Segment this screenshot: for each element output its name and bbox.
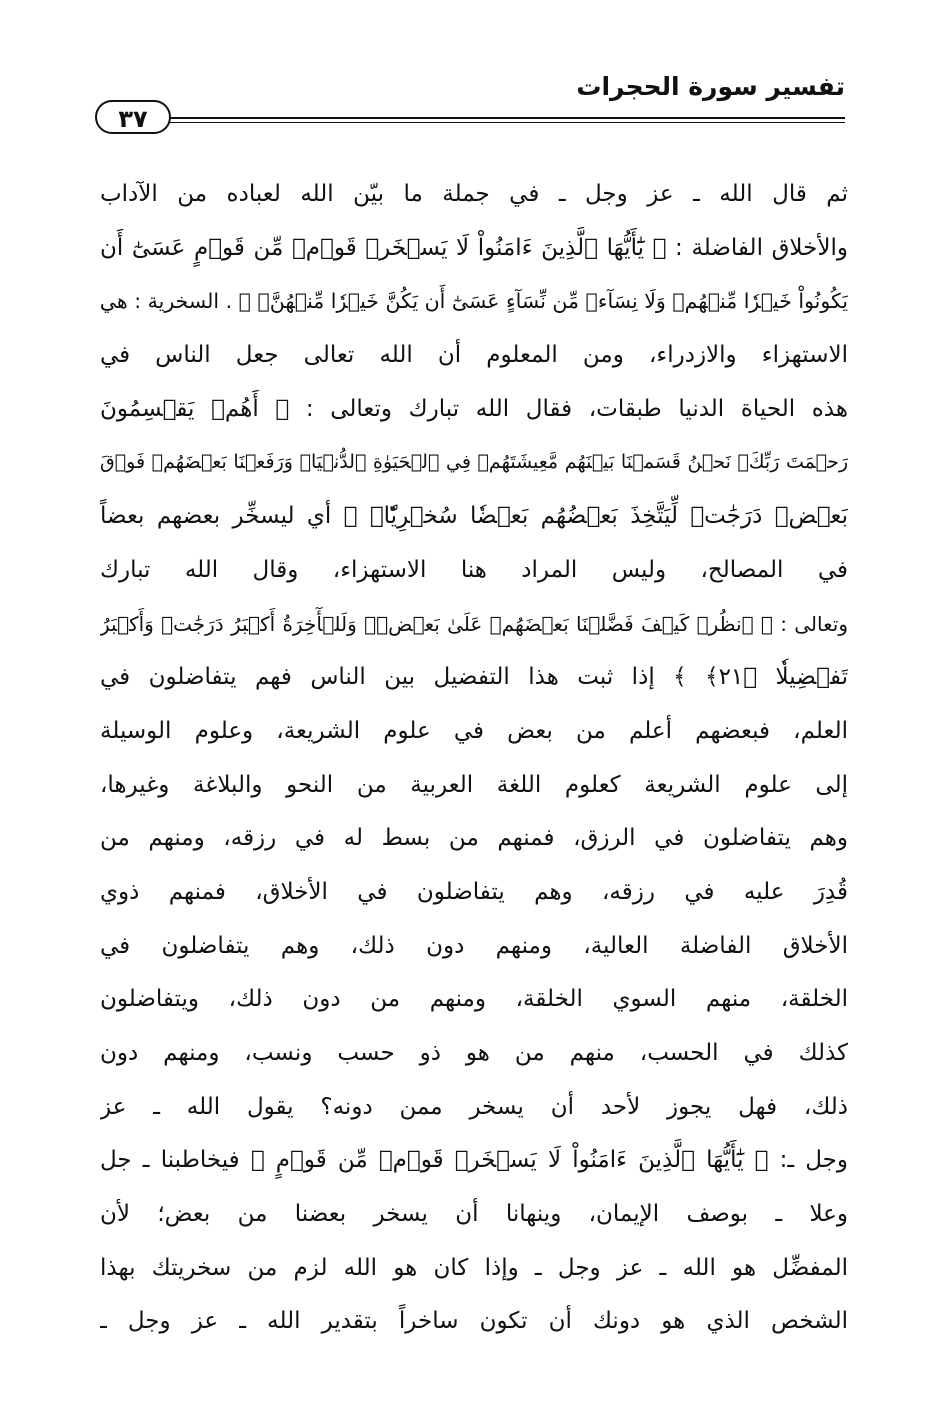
text-line: والأخلاق الفاضلة : ﴿ يَٰٓأَيُّهَا ٱلَّذِينَ ءَامَنُواْ لَا يَسۡخَرۡ قَوۡمٞ مِّن قَوۡمٍ عَسَىٰٓ أَن [100,234,848,261]
text-line: الخلقة، منهم السوي الخلقة، ومنهم من دون ذلك، ويتفاضلون [100,986,848,1013]
text-line: رَحۡمَتَ رَبِّكَۚ نَحۡنُ قَسَمۡنَا بَيۡنَهُم مَّعِيشَتَهُمۡ فِي ٱلۡحَيَوٰةِ ٱلدُّنۡيَاۚ وَرَفَعۡنَا بَعۡضَهُمۡ فَوۡقَ [100,451,848,474]
text-line: وعلا ـ بوصف الإيمان، وينهانا أن يسخر بعضنا من بعض؛ لأن [100,1201,848,1228]
text-line: الأخلاق الفاضلة العالية، ومنهم دون ذلك، وهم يتفاضلون في [100,932,848,959]
text-line: وجل ـ: ﴿ يَٰٓأَيُّهَا ٱلَّذِينَ ءَامَنُواْ لَا يَسۡخَرۡ قَوۡمٞ مِّن قَوۡمٍ ﴾ فيخاطبنا ـ جل [100,1147,848,1174]
text-line: الاستهزاء والازدراء، ومن المعلوم أن الله تعالى جعل الناس في [100,342,848,369]
text-line: المفضِّل هو الله ـ عز وجل ـ وإذا كان هو الله لزم من سخريتك بهذا [100,1254,848,1281]
text-line: كذلك في الحسب، منهم من هو ذو حسب ونسب، ومنهم دون [100,1040,848,1066]
header-rule [165,117,845,119]
text-line: إلى علوم الشريعة كعلوم اللغة العربية من النحو والبلاغة وغيرها، [100,771,848,798]
text-line: يَكُونُواْ خَيۡرٗا مِّنۡهُمۡ وَلَا نِسَآءٞ مِّن نِّسَآءٍ عَسَىٰٓ أَن يَكُنَّ خَيۡرٗا مِّنۡهُنَّۖ ﴾ . السخرية : هي [100,289,848,314]
page-header [95,70,845,132]
text-line: الشخص الذي هو دونك أن تكون ساخراً بتقدير الله ـ عز وجل ـ [100,1308,848,1335]
text-line: بَعۡضٖ دَرَجَٰتٖ لِّيَتَّخِذَ بَعۡضُهُم بَعۡضٗا سُخۡرِيّٗاۗ ﴾ أي ليسخِّر بعضهم بعضاً [100,503,848,530]
text-line: العلم، فبعضهم أعلم من بعض في علوم الشريعة، وعلوم الوسيلة [100,717,848,744]
header-rule-thin [165,122,845,123]
text-line: ثم قال الله ـ عز وجل ـ في جملة ما بيّن الله لعباده من الآداب [100,181,848,207]
text-line: هذه الحياة الدنيا طبقات، فقال الله تبارك وتعالى : ﴿ أَهُمۡ يَقۡسِمُونَ [100,395,848,422]
text-line: وتعالى : ﴿ ٱنظُرۡ كَيۡفَ فَضَّلۡنَا بَعۡضَهُمۡ عَلَىٰ بَعۡضٖۚ وَلَلۡأٓخِرَةُ أَكۡبَرُ دَرَجَٰتٖ وَأَكۡبَرُ [100,611,848,636]
text-line: تَفۡضِيلٗا ﴿٢١﴾ ﴾ إذا ثبت هذا التفضيل بين الناس فهم يتفاضلون في [100,664,848,691]
page-number: ٣٧ [95,100,171,134]
text-line: قُدِرَ عليه في رزقه، وهم يتفاضلون في الأخلاق، فمنهم ذوي [100,878,848,905]
body-text [100,168,848,1349]
text-line: في المصالح، وليس المراد هنا الاستهزاء، وقال الله تبارك [100,556,848,583]
text-line: ذلك، فهل يجوز لأحد أن يسخر ممن دونه؟ يقول الله ـ عز [100,1093,848,1120]
chapter-title: تفسير سورة الحجرات [576,72,845,101]
text-line: وهم يتفاضلون في الرزق، فمنهم من بسط له في رزقه، ومنهم من [100,825,848,852]
